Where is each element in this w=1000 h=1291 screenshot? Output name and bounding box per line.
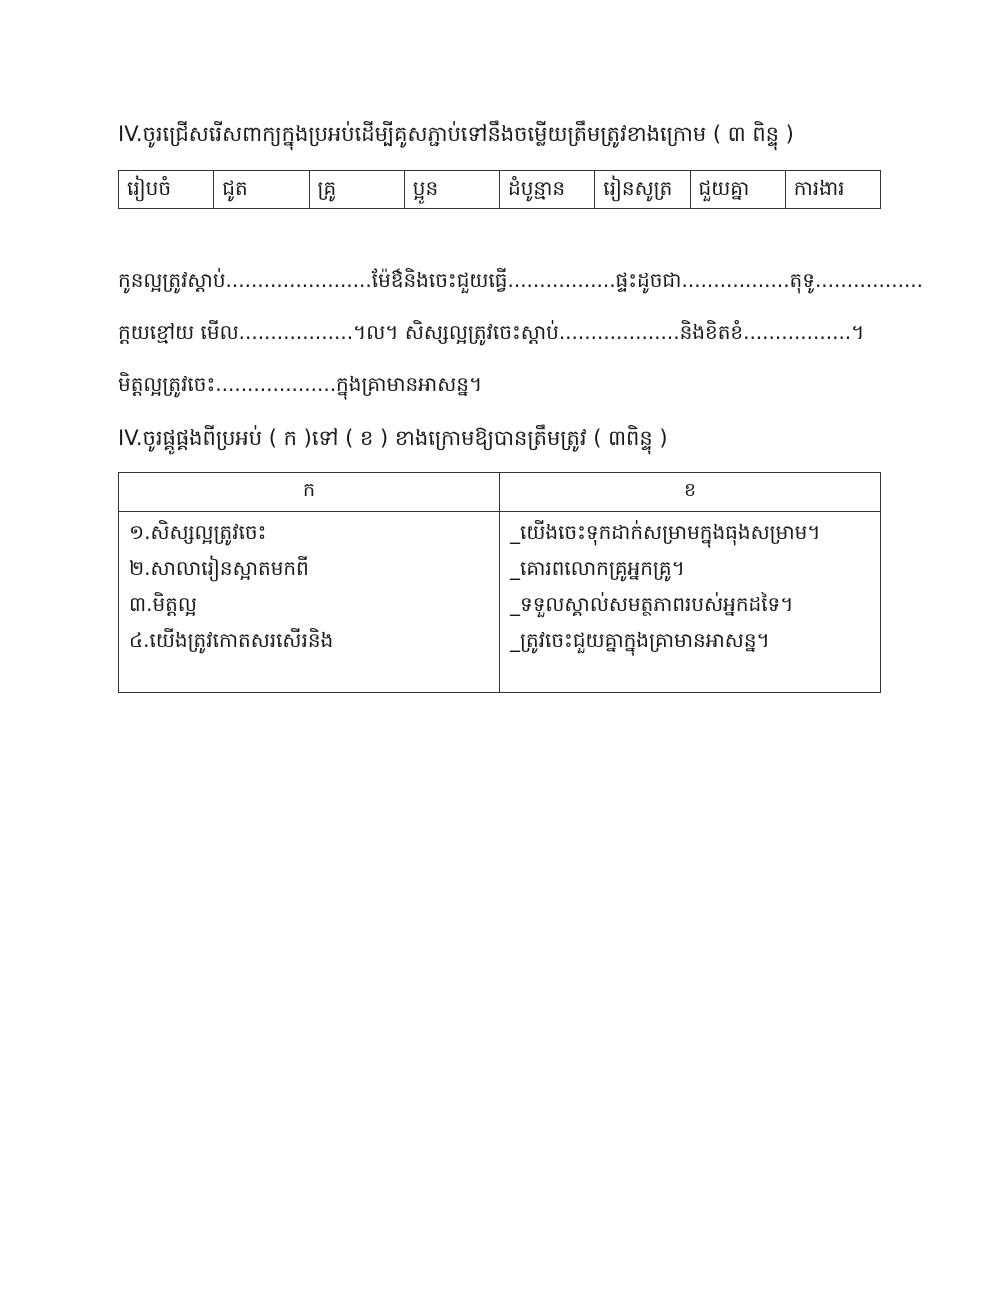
word-bank-item[interactable]: រៀបចំ: [119, 171, 214, 209]
word-bank-item[interactable]: ដំបូន្មាន: [500, 171, 595, 209]
matching-table: [118, 472, 881, 693]
fill-blank-line[interactable]: ក្ដយខ្មៅយ មើល..................។ល។ សិស្សល្អត្រូវចេះស្ដាប់...................និងខិតខំ.................។: [118, 320, 865, 344]
match-right-item[interactable]: _គោរពលោកគ្រូអ្នកគ្រូ។: [510, 556, 685, 580]
fill-blank-line[interactable]: មិត្តល្អត្រូវចេះ...................ក្នុងគ្រាមានអាសន្ន។: [118, 372, 483, 396]
column-a-cell: [119, 512, 500, 693]
match-right-item[interactable]: _យើងចេះទុកដាក់សម្រាមក្នុងធុងសម្រាម។: [510, 520, 821, 544]
match-right-item[interactable]: _ត្រូវចេះជួយគ្នាក្នុងគ្រាមានអាសន្ន។: [510, 628, 770, 652]
match-left-item[interactable]: ៤.យើងត្រូវកោតសរសើរនិង: [129, 628, 334, 652]
word-bank-item[interactable]: គ្រូ: [309, 171, 404, 209]
word-bank-table: [118, 170, 881, 209]
match-left-item[interactable]: ៣.មិត្តល្អ: [129, 592, 197, 616]
match-left-item[interactable]: ១.សិស្សល្អត្រូវចេះ: [129, 520, 267, 544]
section1-title: IV.ចូរជ្រើសរើសពាក្យក្នុងប្រអប់ដើម្បីគូសភ្ជាប់ទៅនឹងចម្លើយត្រឹមត្រូវខាងក្រោម ( ៣ ពិន្ទុ ): [118, 122, 794, 146]
match-right-item[interactable]: _ទទួលស្គាល់សមត្ថភាពរបស់អ្នកដទៃ។: [510, 592, 794, 616]
word-bank-item[interactable]: ប្អូន: [404, 171, 499, 209]
column-b-header: ខ: [500, 473, 881, 512]
column-b-cell: [500, 512, 881, 693]
match-left-item[interactable]: ២.សាលារៀនស្អាតមកពី: [129, 556, 309, 580]
word-bank-item[interactable]: រៀនសូត្រ: [595, 171, 690, 209]
section2-title: IV.ចូរផ្គូផ្គងពីប្រអប់ ( ក )ទៅ ( ខ ) ខាងក្រោមឱ្យបានត្រឹមត្រូវ ( ៣ពិន្ទុ ): [118, 426, 668, 450]
word-bank-item[interactable]: ការងារ: [785, 171, 880, 209]
column-a-header: ក: [119, 473, 500, 512]
word-bank-item[interactable]: ជួយគ្នា: [690, 171, 785, 209]
word-bank-item[interactable]: ជូត: [214, 171, 309, 209]
fill-blank-line[interactable]: កូនល្អត្រូវស្ដាប់.......................ម៉ែឳនិងចេះជួយធ្វើ.................ផ្ទះដូចជា.................តុទូ.................: [118, 268, 924, 292]
